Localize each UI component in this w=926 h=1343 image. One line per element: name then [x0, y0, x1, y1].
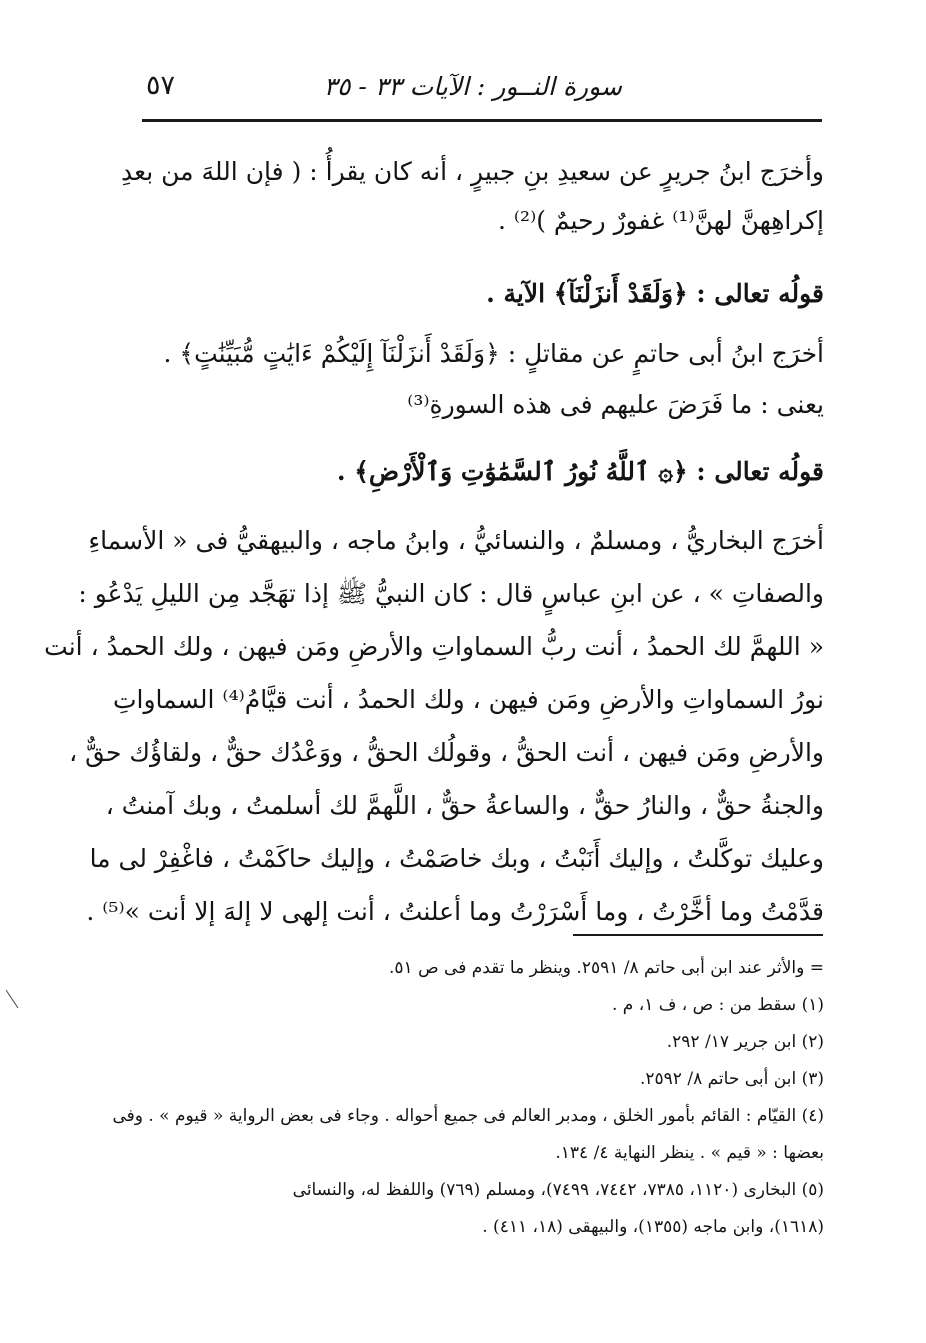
text-line: والجنةُ حقٌّ ، والنارُ حقٌّ ، والساعةُ حقٌّ ، اللَّهمَّ لك أسلمتُ ، وبك آمنتُ ، — [105, 791, 824, 820]
running-head — [140, 68, 822, 112]
paragraph-hadith — [44, 514, 824, 938]
text-line: والصفاتِ » ، عن ابنِ عباسٍ قال : كان النبيُّ ﷺ إذا تهَجَّد مِن الليلِ يَدْعُو : — [78, 579, 824, 608]
text-line: إكراهِهنَّ لهنَّ⁽¹⁾ غفورٌ رحيمٌ )⁽²⁾ . — [498, 206, 824, 235]
footnote-continuation: = والأثر عند ابن أبى حاتم ٨/ ٢٥٩١. وينظر ما تقدم فى ص ٥١. — [389, 958, 824, 978]
paragraph-ibn-jarir — [121, 150, 824, 242]
margin-mark — [4, 988, 20, 1010]
text-line: « اللهمَّ لك الحمدُ ، أنت ربُّ السماواتِ والأرضِ ومَن فيهن ، ولك الحمدُ ، أنت — [44, 632, 824, 661]
footnote-3: (٣) ابن أبى حاتم ٨/ ٢٥٩٢. — [639, 1069, 824, 1089]
running-header-title: سورة النــور : الآيات ٣٣ - ٣٥ — [323, 72, 622, 101]
footnote-4-continued: بعضها : « قيم » . ينظر النهاية ٤/ ١٣٤. — [555, 1143, 824, 1163]
verse-heading-2 — [140, 450, 824, 493]
footnote-5-continued: (١٦١٨)، وابن ماجه (١٣٥٥)، والبيهقى (١٨، ٤١١) . — [482, 1217, 824, 1237]
text-line: وأخرَج ابنُ جريرٍ عن سعيدِ بنِ جبيرٍ ، أنه كان يقرأُ : ( فإن اللهَ من بعدِ — [121, 157, 824, 186]
verse-heading-1 — [140, 272, 824, 315]
text-line: أخرَج ابنُ أبى حاتمٍ عن مقاتلٍ : ﴿وَلَقَدْ أَنزَلْنَآ إِلَيْكُمْ ءَايَٰتٍ مُّبَيِّنَٰتٍ﴾ . — [163, 339, 824, 368]
verse-heading: قولُه تعالى : ﴿۞ ٱللَّهُ نُورُ ٱلسَّمَٰوَٰتِ وَٱلْأَرْضِ﴾ . — [336, 457, 824, 486]
header-rule — [142, 119, 822, 122]
text-line: والأرضِ ومَن فيهن ، أنت الحقُّ ، وقولُك الحقُّ ، ووَعْدُك حقٌّ ، ولقاؤُك حقٌّ ، — [69, 738, 824, 767]
footnote-1: (١) سقط من : ص ، ف ١، م . — [611, 995, 824, 1015]
footnotes — [112, 950, 824, 1246]
text-line: نورُ السماواتِ والأرضِ ومَن فيهن ، ولك الحمدُ ، أنت قيَّامُ⁽⁴⁾ السماواتِ — [113, 685, 824, 714]
footnote-2: (٢) ابن جرير ١٧/ ٢٩٢. — [666, 1032, 824, 1052]
footnote-4: (٤) القيّام : القائم بأمور الخلق ، ومدبر العالم فى جميع أحواله . وجاء فى بعض الرواية « قيوم » . وفى — [112, 1106, 824, 1126]
verse-heading: قولُه تعالى : ﴿وَلَقَدْ أَنزَلْنَآ﴾ الآية . — [486, 279, 824, 308]
text-line: أخرَج البخاريُّ ، ومسلمٌ ، والنسائيُّ ، وابنُ ماجه ، والبيهقيُّ فى « الأسماءِ — [88, 526, 824, 555]
paragraph-ibn-abi-hatim — [140, 332, 824, 426]
text-line: قدَّمْتُ وما أخَّرْتُ ، وما أَسْرَرْتُ وما أعلنتُ ، أنت إلهى لا إلهَ إلا أنت »⁽⁵⁾ . — [86, 897, 824, 926]
text-line: يعنى : ما فَرَضَ عليهم فى هذه السورةِ⁽³⁾ — [407, 390, 824, 419]
text-line: وعليك توكَّلتُ ، وإليك أَنَبْتُ ، وبك خاصَمْتُ ، وإليك حاكَمْتُ ، فاغْفِرْ لى ما — [89, 844, 824, 873]
page-number: ٥٧ — [146, 70, 176, 101]
footnote-rule — [573, 934, 823, 936]
footnote-5: (٥) البخارى (١١٢٠، ٧٣٨٥، ٧٤٤٢، ٧٤٩٩)، ومسلم (٧٦٩) واللفظ له، والنسائى — [292, 1180, 824, 1200]
